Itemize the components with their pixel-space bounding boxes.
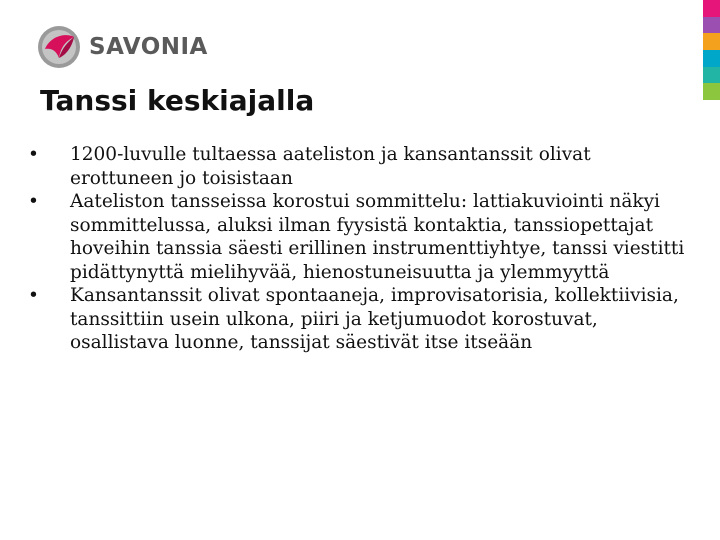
accent-color-strip	[703, 0, 720, 100]
bullet-dot: •	[28, 285, 39, 306]
accent-strip-segment	[703, 17, 720, 34]
bullet-dot: •	[28, 144, 39, 165]
accent-strip-segment	[703, 83, 720, 100]
accent-strip-segment	[703, 0, 720, 17]
bullet-text: Kansantanssit olivat spontaaneja, improvisatorisia, kollektiivisia, tanssittiin usein ulkona, piiri ja ketjumuodot korostuvat, osallistava luonne, tanssijat säestivät itse itseään	[70, 285, 679, 353]
bullet-text: 1200-luvulle tultaessa aateliston ja kansantanssit olivat erottuneen jo toisistaan	[70, 144, 591, 189]
accent-strip-segment	[703, 50, 720, 67]
savonia-logo	[37, 25, 208, 69]
bullet-item	[28, 143, 698, 190]
accent-strip-segment	[703, 33, 720, 50]
savonia-ribbon-logo-icon	[37, 25, 81, 69]
bullet-text: Aateliston tansseissa korostui sommittelu: lattiakuviointi näkyi sommittelussa, aluksi ilman fyysistä kontaktia, tanssiopettajat hoveihin tanssia säesti erillinen instrumenttiyhtye, tanssi viestitti pidättynyttä mielihyvää, hienostuneisuutta ja ylemmyyttä	[70, 191, 685, 283]
bullet-dot: •	[28, 191, 39, 212]
bullet-list	[28, 143, 698, 355]
bullet-item	[28, 284, 698, 355]
bullet-item	[28, 190, 698, 284]
accent-strip-segment	[703, 67, 720, 84]
slide-title: Tanssi keskiajalla	[40, 84, 315, 117]
brand-name: SAVONIA	[89, 34, 208, 60]
